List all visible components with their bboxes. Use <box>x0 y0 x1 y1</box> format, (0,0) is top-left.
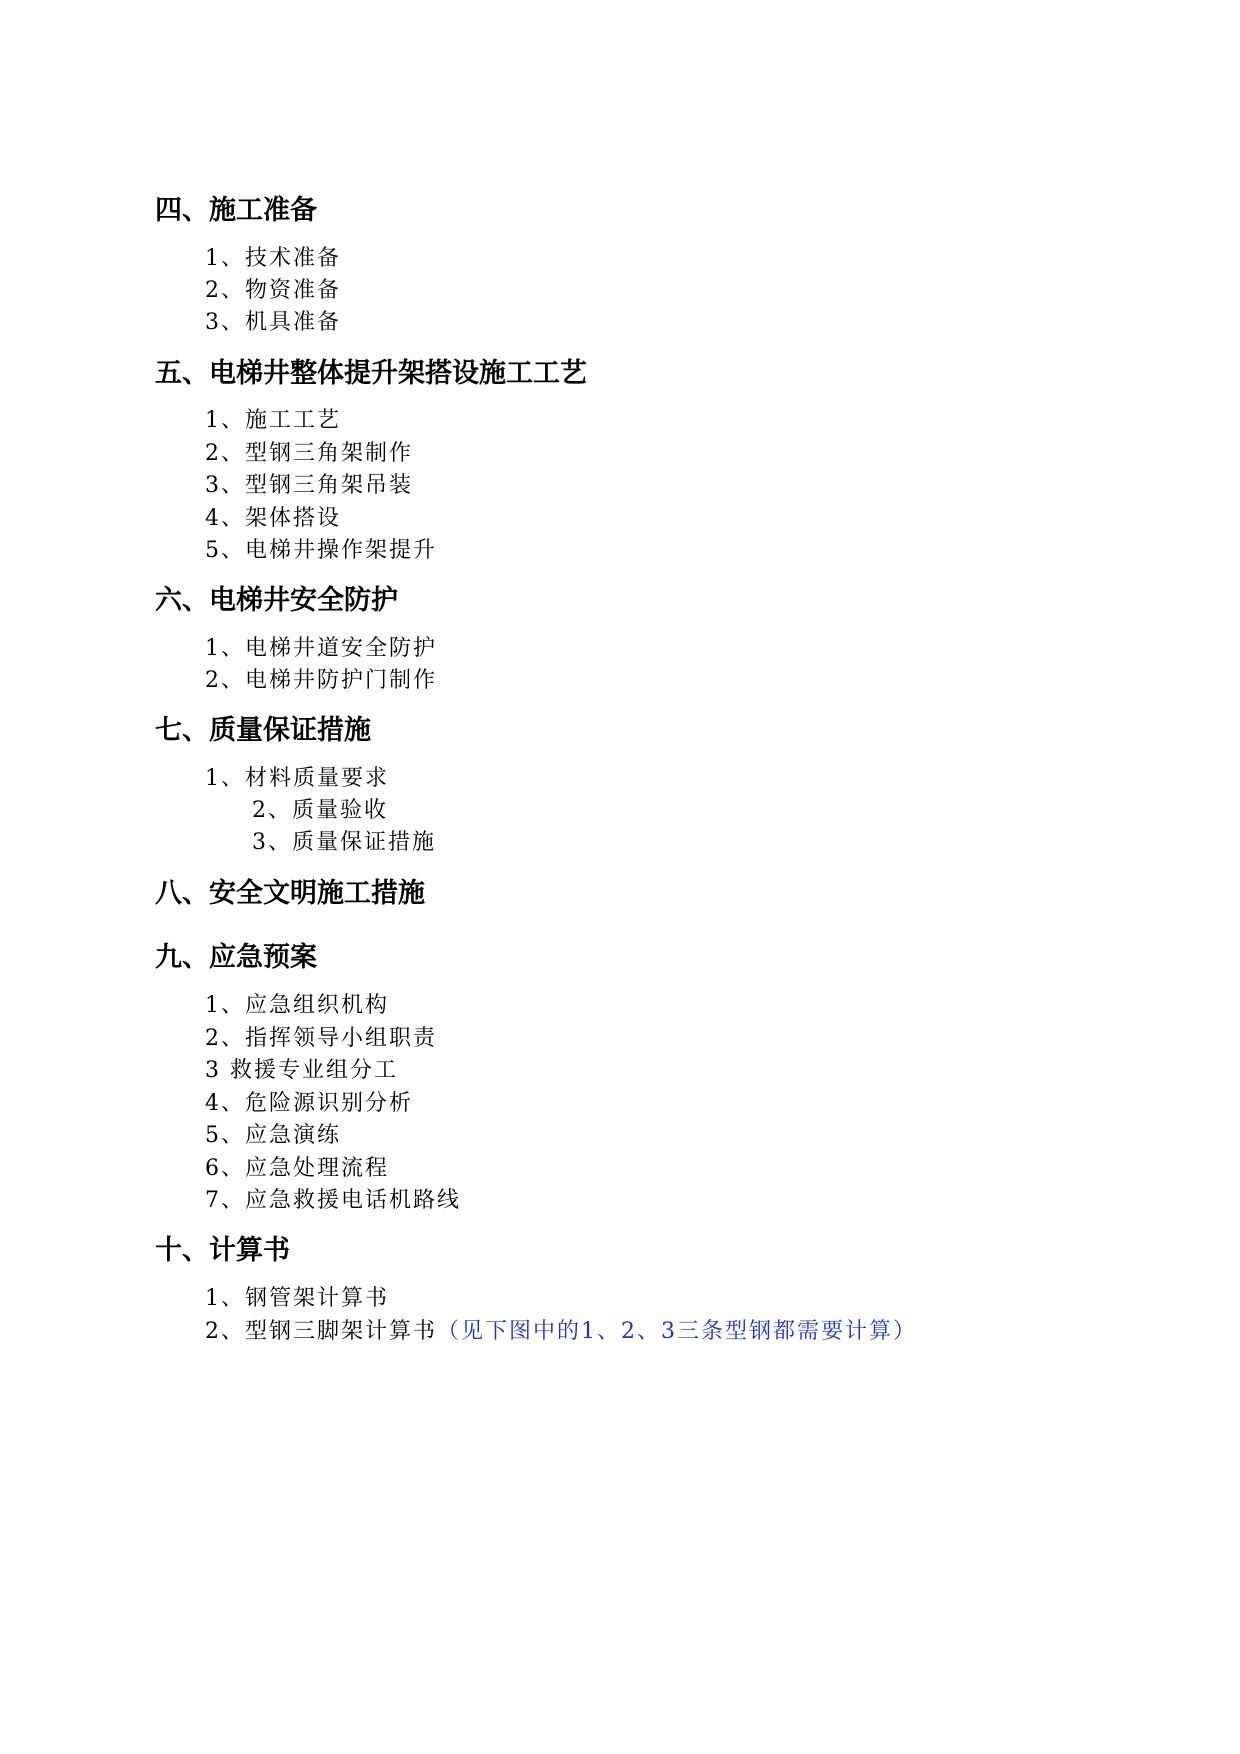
list-item: 3、机具准备 <box>205 310 341 335</box>
list-item: 2、指挥领导小组职责 <box>205 1026 437 1051</box>
section-heading-8: 八、安全文明施工措施 <box>155 878 425 909</box>
list-item: 3、质量保证措施 <box>252 830 436 855</box>
list-item: 3、型钢三角架吊装 <box>205 473 413 498</box>
list-item: 6、应急处理流程 <box>205 1156 389 1181</box>
section-heading-6: 六、电梯井安全防护 <box>155 585 398 616</box>
list-item: 1、电梯井道安全防护 <box>205 636 437 661</box>
list-item: 1、技术准备 <box>205 246 341 271</box>
list-item: 3 救援专业组分工 <box>205 1058 398 1083</box>
section-heading-9: 九、应急预案 <box>155 942 317 973</box>
list-item: 1、施工工艺 <box>205 408 341 433</box>
calculation-note: （见下图中的1、2、3三条型钢都需要计算） <box>437 1319 917 1344</box>
list-item: 2、型钢三角架制作 <box>205 441 413 466</box>
section-heading-10: 十、计算书 <box>155 1235 290 1266</box>
list-item: 4、危险源识别分析 <box>205 1091 413 1116</box>
list-item: 5、应急演练 <box>205 1123 341 1148</box>
list-item-label: 2、型钢三脚架计算书 <box>205 1319 437 1344</box>
list-item: 5、电梯井操作架提升 <box>205 538 437 563</box>
list-item: 7、应急救援电话机路线 <box>205 1188 461 1213</box>
list-item: 2、质量验收 <box>252 798 388 823</box>
list-item-with-note <box>205 1318 917 1346</box>
list-item: 2、电梯井防护门制作 <box>205 668 437 693</box>
section-heading-5: 五、电梯井整体提升架搭设施工工艺 <box>155 358 587 389</box>
section-heading-4: 四、施工准备 <box>155 195 317 226</box>
list-item: 1、钢管架计算书 <box>205 1286 389 1311</box>
list-item: 2、物资准备 <box>205 278 341 303</box>
list-item: 1、应急组织机构 <box>205 993 389 1018</box>
section-heading-7: 七、质量保证措施 <box>155 715 371 746</box>
list-item: 1、材料质量要求 <box>205 766 389 791</box>
list-item: 4、架体搭设 <box>205 506 341 531</box>
